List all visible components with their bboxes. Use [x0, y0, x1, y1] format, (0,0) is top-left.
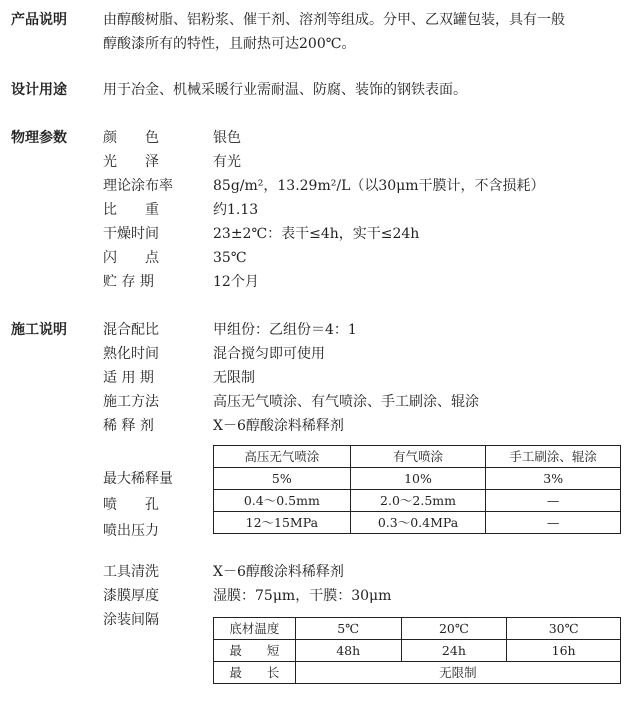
physical-value: 银色	[213, 130, 241, 146]
table-cell: 12～15MPa	[214, 512, 351, 534]
table-row	[214, 640, 621, 662]
table-row-label: 最 短	[214, 640, 296, 662]
table-header-cell: 20℃	[401, 618, 507, 640]
application-label: 熟化时间	[103, 346, 159, 362]
table-header-cell: 手工刷涂、辊涂	[486, 446, 621, 468]
table-cell: 无限制	[295, 662, 620, 684]
table-row	[214, 662, 621, 684]
table-row-label: 最 长	[214, 662, 296, 684]
spray-table	[213, 445, 621, 534]
table-row	[214, 446, 621, 468]
table-cell: —	[486, 490, 621, 512]
physical-label: 比 重	[103, 202, 159, 218]
physical-value: 12个月	[213, 274, 259, 290]
spray-row-label: 喷 孔	[103, 497, 159, 513]
physical-value: 23±2℃：表干≤4h，实干≤24h	[213, 226, 420, 242]
physical-value: 有光	[213, 154, 241, 170]
product-heading: 产品说明	[11, 12, 67, 28]
application-value: 高压无气喷涂、有气喷涂、手工刷涂、辊涂	[213, 394, 479, 410]
physical-value: 85g/m²，13.29m²/L（以30μm干膜计，不含损耗）	[213, 178, 545, 194]
physical-label: 光 泽	[103, 154, 159, 170]
table-cell: 0.3～0.4MPa	[350, 512, 486, 534]
application-value: 无限制	[213, 370, 255, 386]
usage-heading: 设计用途	[11, 82, 67, 98]
application-label: 混合配比	[103, 322, 159, 338]
interval-table	[213, 617, 621, 684]
table-row	[214, 618, 621, 640]
table-cell: 16h	[507, 640, 621, 662]
application-value: 混合搅匀即可使用	[213, 346, 325, 362]
table-cell: 0.4～0.5mm	[214, 490, 351, 512]
physical-heading: 物理参数	[11, 130, 67, 146]
table-cell: 3%	[486, 468, 621, 490]
product-line-1: 由醇酸树脂、铝粉浆、催干剂、溶剂等组成。分甲、乙双罐包装，具有一般	[103, 12, 565, 28]
table-row	[214, 512, 621, 534]
table-cell: 10%	[350, 468, 486, 490]
application-value: X－6醇酸涂料稀释剂	[213, 564, 344, 580]
table-header-cell: 5℃	[295, 618, 401, 640]
table-row	[214, 468, 621, 490]
table-header-cell: 30℃	[507, 618, 621, 640]
application-value: 湿膜：75μm，干膜：30μm	[213, 588, 392, 604]
application-label: 漆膜厚度	[103, 588, 159, 604]
application-value: X－6醇酸涂料稀释剂	[213, 418, 344, 434]
application-value: 甲组份：乙组份＝4：1	[213, 322, 357, 338]
spray-row-label: 最大稀释量	[103, 471, 173, 487]
table-cell: —	[486, 512, 621, 534]
table-header-cell: 底材温度	[214, 618, 296, 640]
table-header-cell: 高压无气喷涂	[214, 446, 351, 468]
application-label: 适 用 期	[103, 370, 154, 386]
table-cell: 2.0～2.5mm	[350, 490, 486, 512]
physical-label: 贮 存 期	[103, 274, 154, 290]
physical-label: 闪 点	[103, 250, 159, 266]
usage-text: 用于冶金、机械采暖行业需耐温、防腐、装饰的钢铁表面。	[103, 82, 467, 98]
application-heading: 施工说明	[11, 322, 67, 338]
table-cell: 5%	[214, 468, 351, 490]
table-cell: 48h	[295, 640, 401, 662]
product-line-2: 醇酸漆所有的特性，且耐热可达200℃。	[103, 36, 356, 52]
application-label: 涂装间隔	[103, 612, 159, 628]
physical-value: 35℃	[213, 250, 247, 266]
table-cell: 24h	[401, 640, 507, 662]
application-label: 稀 释 剂	[103, 418, 154, 434]
spray-row-label: 喷出压力	[103, 523, 159, 539]
application-label: 工具清洗	[103, 564, 159, 580]
physical-label: 颜 色	[103, 130, 159, 146]
physical-label: 干燥时间	[103, 226, 159, 242]
application-label: 施工方法	[103, 394, 159, 410]
table-header-cell: 有气喷涂	[350, 446, 486, 468]
physical-value: 约1.13	[213, 202, 259, 218]
physical-label: 理论涂布率	[103, 178, 173, 194]
table-row	[214, 490, 621, 512]
